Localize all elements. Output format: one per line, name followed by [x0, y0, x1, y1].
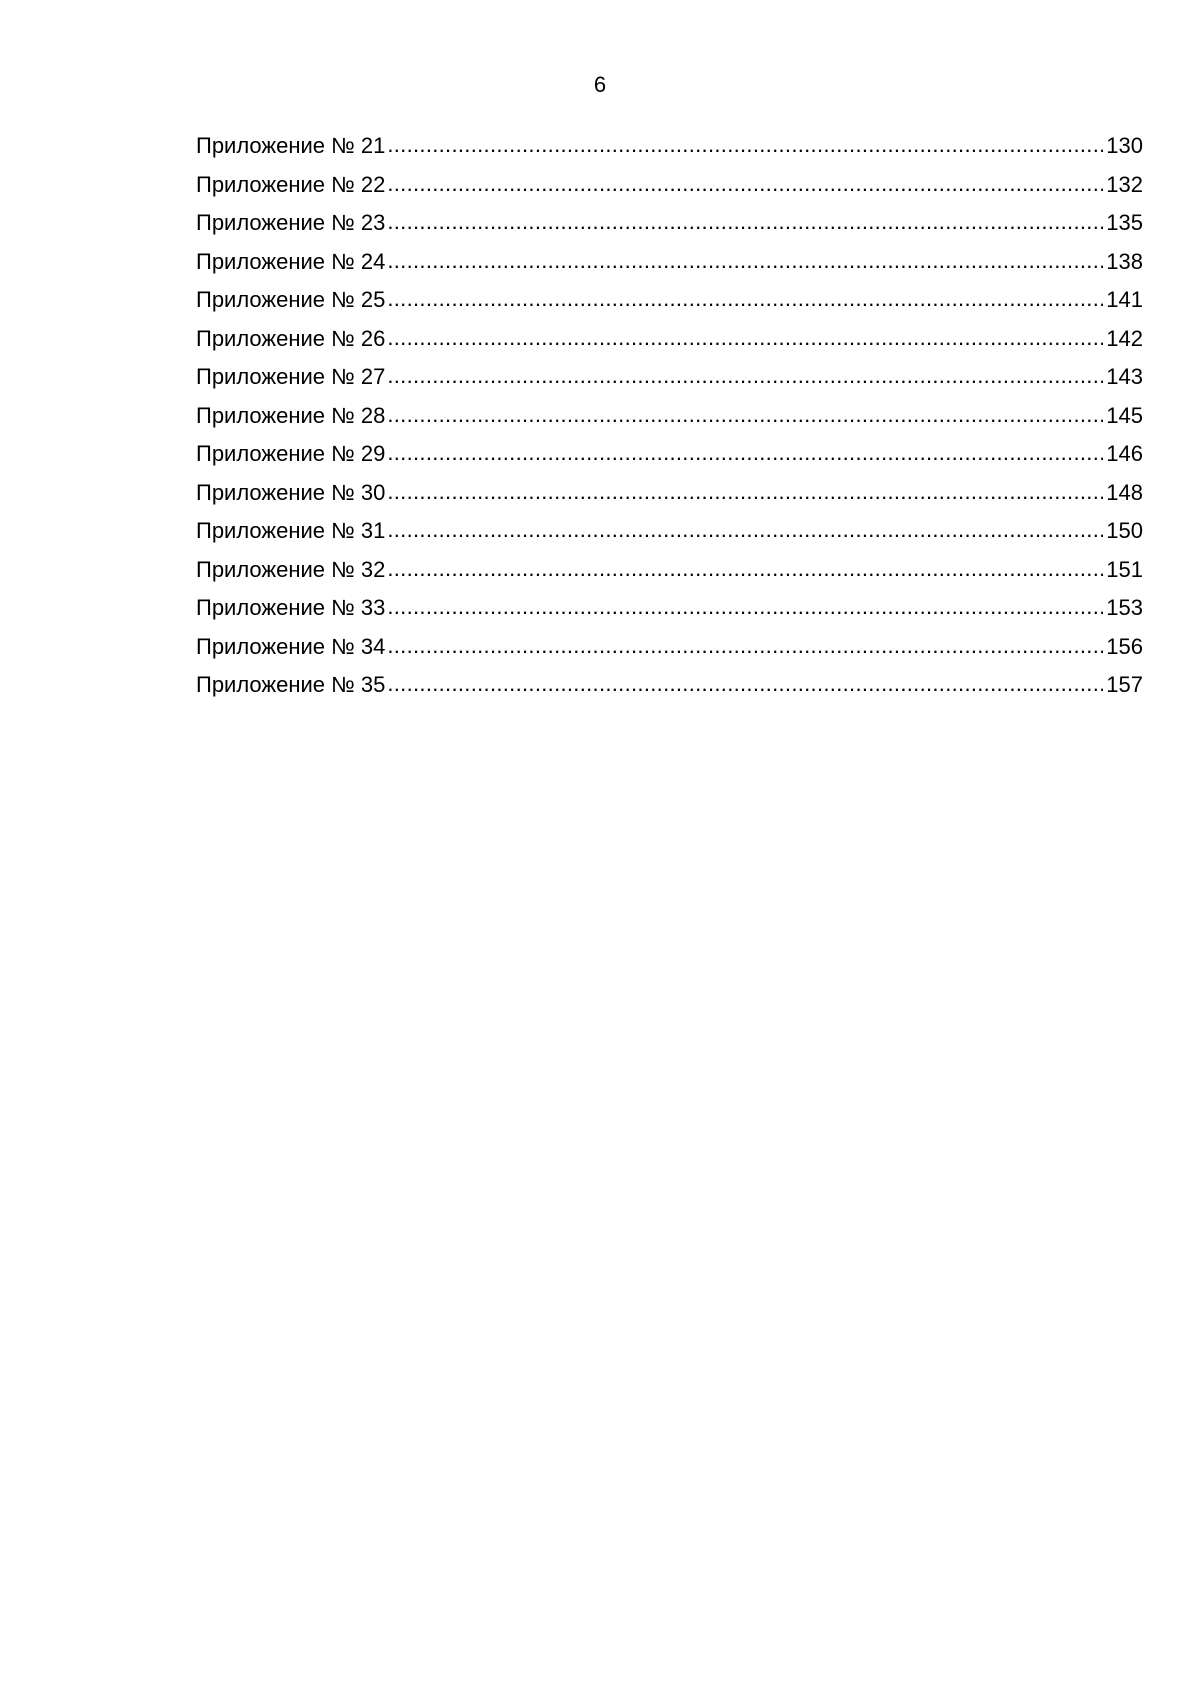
toc-dot-leader	[387, 363, 1103, 389]
toc-dot-leader	[387, 517, 1103, 543]
toc-entry-label: Приложение № 21	[196, 133, 386, 158]
toc-entry-label: Приложение № 26	[196, 325, 386, 351]
toc-entry-page: 150	[1106, 518, 1143, 543]
toc-entry-page: 130	[1106, 133, 1143, 158]
toc-dot-leader	[387, 556, 1103, 582]
toc-dot-leader	[387, 671, 1103, 697]
toc-entry[interactable]	[196, 557, 1143, 596]
toc-dot-leader	[387, 402, 1103, 428]
toc-entry-page: 142	[1106, 325, 1143, 351]
toc-dot-leader	[387, 479, 1103, 505]
toc-entry[interactable]	[196, 634, 1143, 673]
toc-entry-page: 143	[1106, 364, 1143, 389]
toc-entry-label: Приложение № 35	[196, 672, 386, 697]
toc-entry[interactable]	[196, 441, 1143, 480]
toc-entry[interactable]	[196, 172, 1143, 211]
toc-entry[interactable]	[196, 403, 1143, 442]
toc-dot-leader	[387, 171, 1103, 197]
toc-entry-label: Приложение № 24	[196, 248, 386, 274]
toc-entry[interactable]	[196, 480, 1143, 519]
toc-dot-leader	[387, 594, 1103, 620]
toc-dot-leader	[387, 286, 1103, 312]
toc-entry[interactable]	[196, 326, 1143, 365]
toc-entry-page: 132	[1106, 171, 1143, 197]
toc-entry-label: Приложение № 33	[196, 595, 386, 620]
page-number: 6	[593, 72, 607, 97]
toc-entry-label: Приложение № 34	[196, 633, 386, 659]
toc-entry-page: 148	[1106, 479, 1143, 505]
toc-entry-page: 145	[1106, 402, 1143, 428]
toc-entry-page: 156	[1106, 633, 1143, 659]
toc-entry[interactable]	[196, 133, 1143, 172]
toc-entry-label: Приложение № 32	[196, 556, 386, 582]
toc-entry-page: 151	[1106, 556, 1143, 582]
toc-entry-label: Приложение № 30	[196, 479, 386, 505]
toc-entry-page: 153	[1106, 595, 1143, 620]
toc-entry[interactable]	[196, 249, 1143, 288]
table-of-contents	[196, 133, 1143, 711]
toc-entry[interactable]	[196, 595, 1143, 634]
toc-entry-label: Приложение № 23	[196, 210, 386, 235]
toc-entry-label: Приложение № 31	[196, 518, 386, 543]
toc-dot-leader	[387, 440, 1103, 466]
toc-entry-page: 135	[1106, 210, 1143, 235]
toc-entry[interactable]	[196, 287, 1143, 326]
toc-entry-page: 146	[1106, 441, 1143, 466]
toc-entry[interactable]	[196, 518, 1143, 557]
toc-dot-leader	[387, 633, 1103, 659]
toc-dot-leader	[387, 209, 1103, 235]
toc-entry[interactable]	[196, 672, 1143, 711]
toc-dot-leader	[387, 132, 1103, 158]
toc-entry-page: 141	[1106, 287, 1143, 312]
toc-entry-label: Приложение № 25	[196, 287, 386, 312]
toc-entry-page: 157	[1106, 672, 1143, 697]
toc-entry[interactable]	[196, 364, 1143, 403]
toc-entry-label: Приложение № 27	[196, 364, 386, 389]
toc-entry-label: Приложение № 29	[196, 441, 386, 466]
toc-entry-page: 138	[1106, 248, 1143, 274]
toc-dot-leader	[387, 248, 1103, 274]
toc-entry-label: Приложение № 22	[196, 171, 386, 197]
toc-dot-leader	[387, 325, 1103, 351]
toc-entry-label: Приложение № 28	[196, 402, 386, 428]
toc-entry[interactable]	[196, 210, 1143, 249]
